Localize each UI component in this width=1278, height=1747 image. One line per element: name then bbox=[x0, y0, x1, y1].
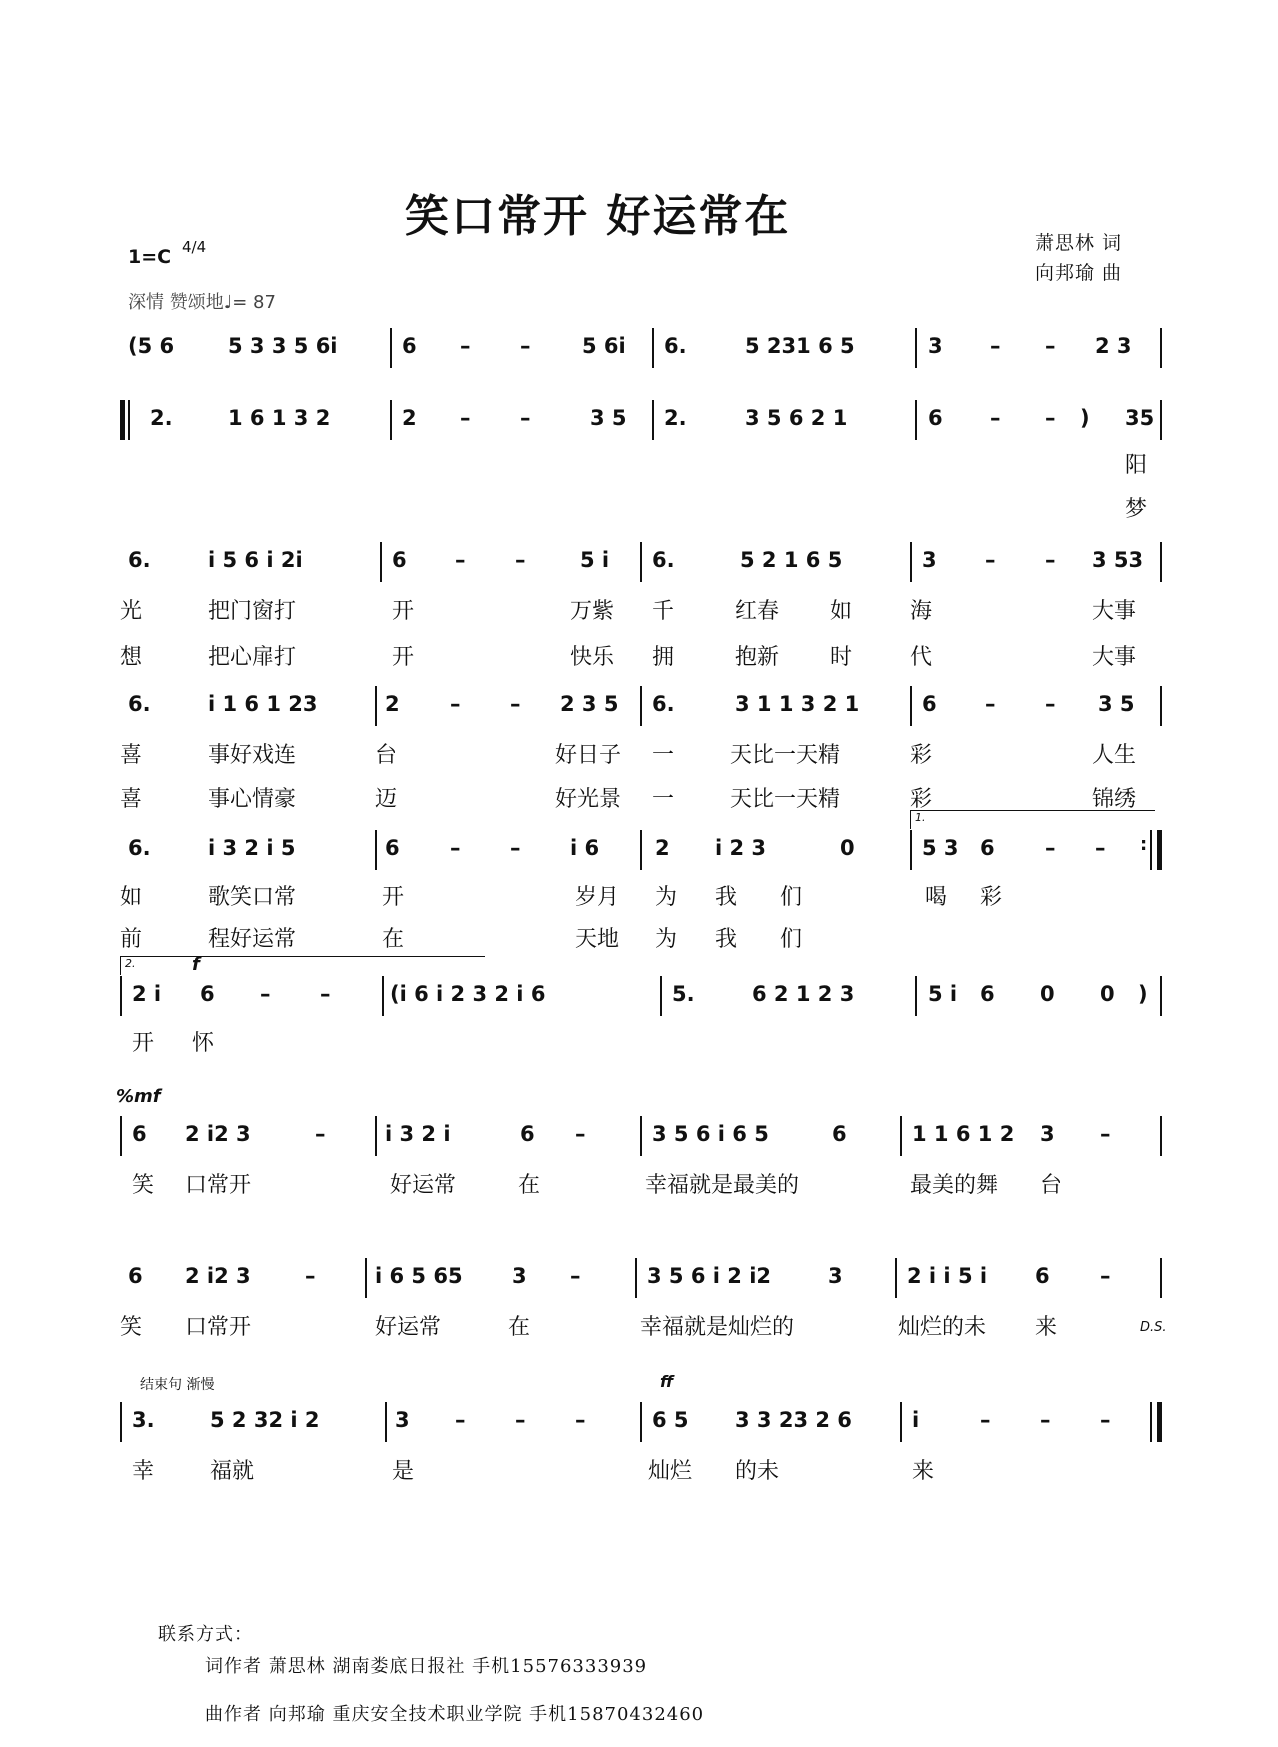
note: 6 bbox=[832, 1122, 847, 1146]
lyric-word: 开 bbox=[392, 599, 415, 624]
note: i 3 2 i bbox=[385, 1122, 451, 1146]
barline bbox=[1160, 400, 1162, 440]
lyric-word: 天地 bbox=[575, 927, 620, 952]
note: – bbox=[1100, 1264, 1111, 1288]
note: – bbox=[1045, 334, 1056, 358]
barline bbox=[1160, 686, 1162, 726]
lyric-word: 幸福就是最美的 bbox=[645, 1173, 800, 1198]
lyric-word: 灿烂 bbox=[648, 1459, 693, 1484]
lyric-word: 最美的舞 bbox=[910, 1173, 999, 1198]
note: – bbox=[1100, 1408, 1111, 1432]
note: 1 1 6 1 2 bbox=[912, 1122, 1015, 1146]
lyric-row-1 bbox=[120, 594, 1165, 628]
lyric-word: 怀 bbox=[192, 1031, 215, 1056]
volta-2: 2. bbox=[120, 956, 485, 975]
barline bbox=[900, 1116, 902, 1156]
lyric-word: 快乐 bbox=[570, 645, 615, 670]
note: 6 bbox=[128, 1264, 143, 1288]
note: 5. bbox=[672, 982, 695, 1006]
note: 6 bbox=[402, 334, 417, 358]
note: – bbox=[455, 548, 466, 572]
barline bbox=[365, 1258, 367, 1298]
note: 3 bbox=[395, 1408, 410, 1432]
lyric-word: 喜 bbox=[120, 743, 143, 768]
note: 0 bbox=[1100, 982, 1115, 1006]
lyric-word: 千 bbox=[652, 599, 675, 624]
lyric-word: 岁月 bbox=[575, 885, 620, 910]
lyric-word: 喜 bbox=[120, 787, 143, 812]
composer-contact: 曲作者 向邦瑜 重庆安全技术职业学院 手机15870432460 bbox=[205, 1704, 705, 1725]
lyric-word: 光 bbox=[120, 599, 143, 624]
lyric-word: 拥 bbox=[652, 645, 675, 670]
barline bbox=[375, 1116, 377, 1156]
note: 6 bbox=[1035, 1264, 1050, 1288]
lyric-word: 如 bbox=[120, 885, 143, 910]
time-signature: 4/4 bbox=[182, 238, 207, 256]
note: – bbox=[510, 692, 521, 716]
note: – bbox=[520, 406, 531, 430]
dynamic-forte: f bbox=[192, 954, 200, 975]
note: 3 bbox=[828, 1264, 843, 1288]
note: – bbox=[1040, 1408, 1051, 1432]
dynamic-fortissimo: ff bbox=[660, 1372, 674, 1391]
note: 5 2 1 6 5 bbox=[740, 548, 843, 572]
note: 3 3 23 2 6 bbox=[735, 1408, 852, 1432]
lyric-word: 歌笑口常 bbox=[208, 885, 297, 910]
lyric-word: 事好戏连 bbox=[208, 743, 297, 768]
lyricist-contact: 词作者 萧思林 湖南娄底日报社 手机15576333939 bbox=[205, 1656, 648, 1677]
note: 3 53 bbox=[1092, 548, 1144, 572]
lyric-word: 人生 bbox=[1092, 743, 1137, 768]
note: 6 bbox=[385, 836, 400, 860]
note: – bbox=[980, 1408, 991, 1432]
lyric-word: 台 bbox=[1040, 1173, 1063, 1198]
lyric-word: 把门窗打 bbox=[208, 599, 297, 624]
note: 2 bbox=[655, 836, 670, 860]
lyric-word: 时 bbox=[830, 645, 853, 670]
note: 6 bbox=[922, 692, 937, 716]
note: 5 231 6 5 bbox=[745, 334, 855, 358]
lyric-word: 把心扉打 bbox=[208, 645, 297, 670]
note: 6 bbox=[980, 982, 995, 1006]
note: – bbox=[460, 334, 471, 358]
lyric-word: 天比一天精 bbox=[730, 787, 841, 812]
note: 2 i bbox=[132, 982, 162, 1006]
lyric-word: 笑 bbox=[132, 1173, 155, 1198]
note: 2 bbox=[385, 692, 400, 716]
barline bbox=[120, 976, 122, 1016]
lyric-word: 在 bbox=[518, 1173, 541, 1198]
note: i 2 3 bbox=[715, 836, 767, 860]
lyric-word: 抱新 bbox=[735, 645, 780, 670]
lyric-word: 好日子 bbox=[555, 743, 622, 768]
note: 3 bbox=[922, 548, 937, 572]
barline bbox=[900, 1402, 902, 1442]
lyric-word: 如 bbox=[830, 599, 853, 624]
note: 2 i2 3 bbox=[185, 1122, 251, 1146]
barline bbox=[1160, 1258, 1162, 1298]
note: 6 bbox=[392, 548, 407, 572]
note: – bbox=[260, 982, 271, 1006]
note: – bbox=[985, 548, 996, 572]
note: 0 bbox=[1040, 982, 1055, 1006]
barline bbox=[895, 1258, 897, 1298]
final-barline-thin bbox=[1150, 1402, 1152, 1442]
lyric-word: 口常开 bbox=[185, 1315, 252, 1340]
note: – bbox=[575, 1122, 586, 1146]
notes-row bbox=[120, 1116, 1165, 1156]
note: 6 bbox=[200, 982, 215, 1006]
note: (i 6 i 2 3 2 i 6 bbox=[390, 982, 546, 1006]
lyric-word: 幸 bbox=[132, 1459, 155, 1484]
lyric-word: 来 bbox=[1035, 1315, 1058, 1340]
lyric-word: 台 bbox=[375, 743, 398, 768]
barline bbox=[640, 830, 642, 870]
lyric-word: 海 bbox=[910, 599, 933, 624]
barline bbox=[635, 1258, 637, 1298]
composer: 向邦瑜 曲 bbox=[1035, 262, 1123, 284]
note: 35 bbox=[1125, 406, 1155, 430]
notes-row bbox=[120, 976, 1165, 1016]
barline bbox=[910, 830, 912, 870]
note: 5 6i bbox=[582, 334, 626, 358]
lyric-word: 天比一天精 bbox=[730, 743, 841, 768]
note: 3 5 6 2 1 bbox=[745, 406, 848, 430]
note: – bbox=[515, 1408, 526, 1432]
note: – bbox=[1045, 692, 1056, 716]
barline bbox=[382, 976, 384, 1016]
lyric-row-1 bbox=[120, 1310, 1165, 1344]
barline bbox=[390, 328, 392, 368]
note: 3 5 6 i 6 5 bbox=[652, 1122, 769, 1146]
notes-row bbox=[120, 830, 1165, 870]
lyric-word: 一 bbox=[652, 743, 675, 768]
note: i 6 5 65 bbox=[375, 1264, 463, 1288]
barline bbox=[375, 686, 377, 726]
barline bbox=[1160, 542, 1162, 582]
note: 5 3 bbox=[922, 836, 959, 860]
note: – bbox=[1095, 836, 1106, 860]
repeat-end-barline bbox=[1157, 830, 1162, 870]
note: i 6 bbox=[570, 836, 600, 860]
note: 0 bbox=[840, 836, 855, 860]
note: i bbox=[912, 1408, 920, 1432]
barline bbox=[910, 686, 912, 726]
note: 3. bbox=[132, 1408, 155, 1432]
barline bbox=[390, 400, 392, 440]
lyric-word: 一 bbox=[652, 787, 675, 812]
barline bbox=[915, 328, 917, 368]
note: – bbox=[575, 1408, 586, 1432]
note: 6 bbox=[520, 1122, 535, 1146]
barline bbox=[380, 542, 382, 582]
lyric-word: 的未 bbox=[735, 1459, 780, 1484]
lyricist: 萧思林 词 bbox=[1035, 232, 1123, 254]
lyric-word: 我 bbox=[715, 927, 738, 952]
note: 6. bbox=[652, 692, 675, 716]
note: 2 3 5 bbox=[560, 692, 619, 716]
note: 6 5 bbox=[652, 1408, 689, 1432]
notes-row bbox=[120, 328, 1165, 368]
note: ) bbox=[1138, 982, 1148, 1006]
note: i 5 6 i 2i bbox=[208, 548, 303, 572]
note: (5 6 bbox=[128, 334, 175, 358]
lyric-word: 幸福就是灿烂的 bbox=[640, 1315, 795, 1340]
lyric-word: 们 bbox=[780, 885, 803, 910]
note: ) bbox=[1080, 406, 1090, 430]
note: 3 bbox=[1040, 1122, 1055, 1146]
note: – bbox=[1045, 548, 1056, 572]
lyric-word: 阳 bbox=[1125, 453, 1148, 478]
note: 6. bbox=[128, 548, 151, 572]
final-barline-thick bbox=[1157, 1402, 1162, 1442]
lyric-word: 为 bbox=[655, 927, 678, 952]
note: – bbox=[520, 334, 531, 358]
notes-row bbox=[120, 1402, 1165, 1442]
lyric-word: 来 bbox=[912, 1459, 935, 1484]
barline bbox=[120, 1402, 122, 1442]
lyric-word: 灿烂的未 bbox=[898, 1315, 987, 1340]
contact-heading: 联系方式： bbox=[158, 1624, 253, 1645]
note: 3 5 bbox=[590, 406, 627, 430]
lyric-row-1 bbox=[120, 448, 1165, 482]
lyric-row-1 bbox=[120, 1454, 1165, 1488]
note: 5 3 3 5 6i bbox=[228, 334, 338, 358]
note: 6 bbox=[980, 836, 995, 860]
barline bbox=[910, 542, 912, 582]
notes-row bbox=[120, 1258, 1165, 1298]
note: – bbox=[990, 406, 1001, 430]
note: 3 5 bbox=[1098, 692, 1135, 716]
barline bbox=[1160, 976, 1162, 1016]
barline bbox=[640, 542, 642, 582]
note: 3 bbox=[512, 1264, 527, 1288]
page-title: 笑口常开 好运常在 bbox=[405, 191, 791, 242]
lyric-word: 在 bbox=[382, 927, 405, 952]
note: – bbox=[450, 692, 461, 716]
repeat-dots: : bbox=[1140, 834, 1148, 855]
lyric-row-1 bbox=[120, 1168, 1165, 1202]
note: 5 i bbox=[928, 982, 958, 1006]
barline bbox=[1160, 328, 1162, 368]
barline bbox=[660, 976, 662, 1016]
lyric-word: 为 bbox=[655, 885, 678, 910]
lyric-word: 大事 bbox=[1092, 599, 1137, 624]
lyric-row-1 bbox=[120, 1026, 1165, 1060]
lyric-row-1 bbox=[120, 738, 1165, 772]
lyric-word: 开 bbox=[132, 1031, 155, 1056]
volta-1: 1. bbox=[910, 810, 1155, 829]
segno-mezzoforte: %mf bbox=[116, 1086, 161, 1107]
barline bbox=[120, 1116, 122, 1156]
lyric-word: 我 bbox=[715, 885, 738, 910]
key-signature: 1=C bbox=[128, 246, 172, 268]
lyric-word: 开 bbox=[392, 645, 415, 670]
note: i 3 2 i 5 bbox=[208, 836, 296, 860]
notes-row bbox=[120, 686, 1165, 726]
note: 2 i2 3 bbox=[185, 1264, 251, 1288]
lyric-word: 代 bbox=[910, 645, 933, 670]
note: – bbox=[1045, 406, 1056, 430]
lyric-word: 前 bbox=[120, 927, 143, 952]
note: 6 2 1 2 3 bbox=[752, 982, 855, 1006]
barline bbox=[128, 400, 130, 440]
barline bbox=[375, 830, 377, 870]
notes-row bbox=[120, 400, 1165, 440]
lyric-word: 喝 bbox=[925, 885, 948, 910]
note: 6. bbox=[128, 692, 151, 716]
lyric-word: 福就 bbox=[210, 1459, 255, 1484]
barline bbox=[1150, 830, 1152, 870]
lyric-word: 梦 bbox=[1125, 497, 1148, 522]
note: – bbox=[990, 334, 1001, 358]
lyric-row-2 bbox=[120, 640, 1165, 674]
note: i 1 6 1 23 bbox=[208, 692, 318, 716]
lyric-word: 在 bbox=[508, 1315, 531, 1340]
barline bbox=[640, 1402, 642, 1442]
note: – bbox=[1045, 836, 1056, 860]
barline bbox=[915, 400, 917, 440]
note: 2. bbox=[150, 406, 173, 430]
tempo-marking: 深情 赞颂地♩= 87 bbox=[128, 292, 276, 313]
lyric-word: 红春 bbox=[735, 599, 780, 624]
lyric-word: 万紫 bbox=[570, 599, 615, 624]
note: 5 2 32 i 2 bbox=[210, 1408, 320, 1432]
barline bbox=[385, 1402, 387, 1442]
lyric-row-2 bbox=[120, 922, 1165, 956]
lyric-word: 锦绣 bbox=[1092, 787, 1137, 812]
note: 3 1 1 3 2 1 bbox=[735, 692, 860, 716]
note: 6. bbox=[664, 334, 687, 358]
lyric-word: 彩 bbox=[910, 743, 933, 768]
note: 3 bbox=[928, 334, 943, 358]
note: 2 bbox=[402, 406, 417, 430]
lyric-word: 笑 bbox=[120, 1315, 143, 1340]
note: – bbox=[320, 982, 331, 1006]
lyric-word: 是 bbox=[392, 1459, 415, 1484]
barline bbox=[640, 1116, 642, 1156]
note: – bbox=[510, 836, 521, 860]
barline bbox=[652, 328, 654, 368]
note: – bbox=[985, 692, 996, 716]
note: – bbox=[315, 1122, 326, 1146]
lyric-word: 口常开 bbox=[185, 1173, 252, 1198]
lyric-word: 事心情豪 bbox=[208, 787, 297, 812]
note: 2. bbox=[664, 406, 687, 430]
note: 3 5 6 i 2 i2 bbox=[647, 1264, 772, 1288]
barline bbox=[640, 686, 642, 726]
lyric-word: 彩 bbox=[980, 885, 1003, 910]
note: 6. bbox=[128, 836, 151, 860]
note: – bbox=[460, 406, 471, 430]
lyric-word: 开 bbox=[382, 885, 405, 910]
repeat-start-barline bbox=[120, 400, 125, 440]
note: 2 i i 5 i bbox=[907, 1264, 988, 1288]
lyric-word: 大事 bbox=[1092, 645, 1137, 670]
barline bbox=[915, 976, 917, 1016]
barline bbox=[652, 400, 654, 440]
barline bbox=[1160, 1116, 1162, 1156]
note: – bbox=[455, 1408, 466, 1432]
lyric-row-1 bbox=[120, 880, 1165, 914]
lyric-word: 想 bbox=[120, 645, 143, 670]
notes-row bbox=[120, 542, 1165, 582]
note: – bbox=[570, 1264, 581, 1288]
lyric-word: 好光景 bbox=[555, 787, 622, 812]
lyric-word: 彩 bbox=[910, 787, 933, 812]
lyric-word: 迈 bbox=[375, 787, 398, 812]
note: 6. bbox=[652, 548, 675, 572]
note: 5 i bbox=[580, 548, 610, 572]
lyric-word: 们 bbox=[780, 927, 803, 952]
dal-segno: D.S. bbox=[1140, 1320, 1167, 1335]
note: 6 bbox=[132, 1122, 147, 1146]
note: – bbox=[305, 1264, 316, 1288]
note: 6 bbox=[928, 406, 943, 430]
note: 2 3 bbox=[1095, 334, 1132, 358]
lyric-word: 好运常 bbox=[375, 1315, 442, 1340]
note: – bbox=[515, 548, 526, 572]
lyric-word: 好运常 bbox=[390, 1173, 457, 1198]
ending-instruction: 结束句 渐慢 bbox=[140, 1377, 215, 1393]
lyric-word: 程好运常 bbox=[208, 927, 297, 952]
note: – bbox=[1100, 1122, 1111, 1146]
note: – bbox=[450, 836, 461, 860]
lyric-row-2 bbox=[120, 492, 1165, 526]
note: 1 6 1 3 2 bbox=[228, 406, 331, 430]
